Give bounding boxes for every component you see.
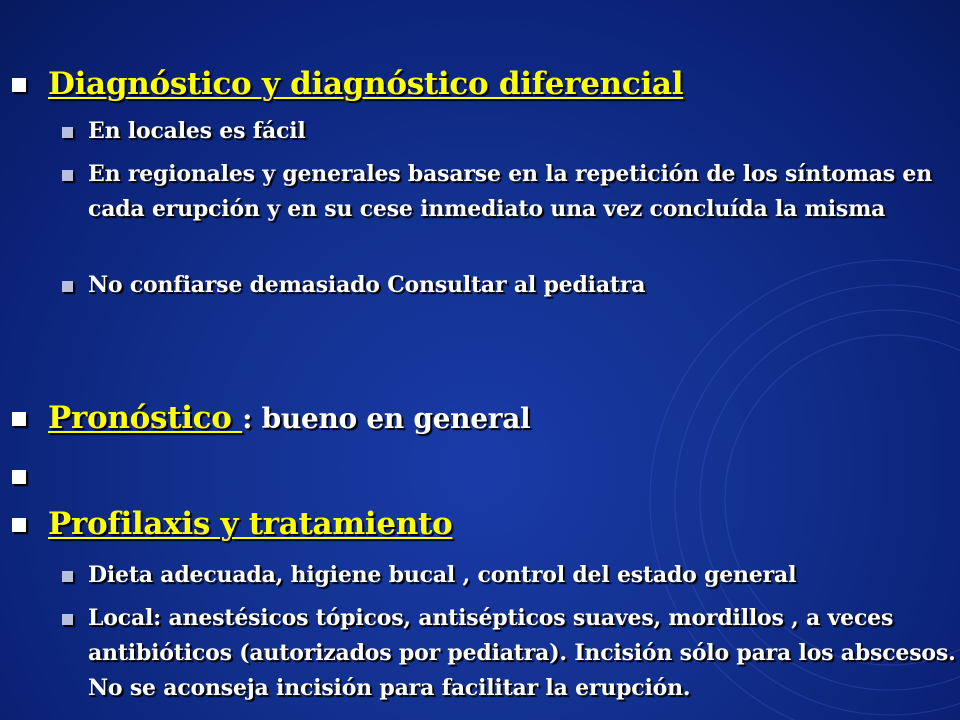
square-bullet-icon [62,281,73,292]
heading-pronostico: Pronóstico [48,400,243,436]
square-bullet-icon [62,127,73,138]
list-item-text: En locales es fácil [88,118,306,144]
square-bullet-icon [62,170,73,181]
list-item-text: Dieta adecuada, higiene bucal , control del estado general [88,562,797,588]
list-item-text: No confiarse demasiado Consultar al pediatra [88,272,646,298]
square-bullet-icon [12,412,26,426]
list-item-text: En regionales y generales basarse en la repetición de los síntomas en cada erupción y en su cese inmediato una vez concluída la misma [88,161,932,222]
square-bullet-icon [62,614,73,625]
square-bullet-icon [12,470,26,484]
heading-profilaxis: Profilaxis y tratamiento [48,506,453,542]
square-bullet-icon [12,78,26,92]
pronostico-text: : bueno en general [242,402,531,435]
square-bullet-icon [62,571,73,582]
square-bullet-icon [12,518,26,532]
heading-diagnostico: Diagnóstico y diagnóstico diferencial [48,66,684,102]
list-item-text: Local: anestésicos tópicos, antisépticos suaves, mordillos , a veces antibióticos (autorizados por pediatra). Incisión sólo para los abscesos. No se aconseja incisión para facilitar la erupción. [88,605,956,701]
